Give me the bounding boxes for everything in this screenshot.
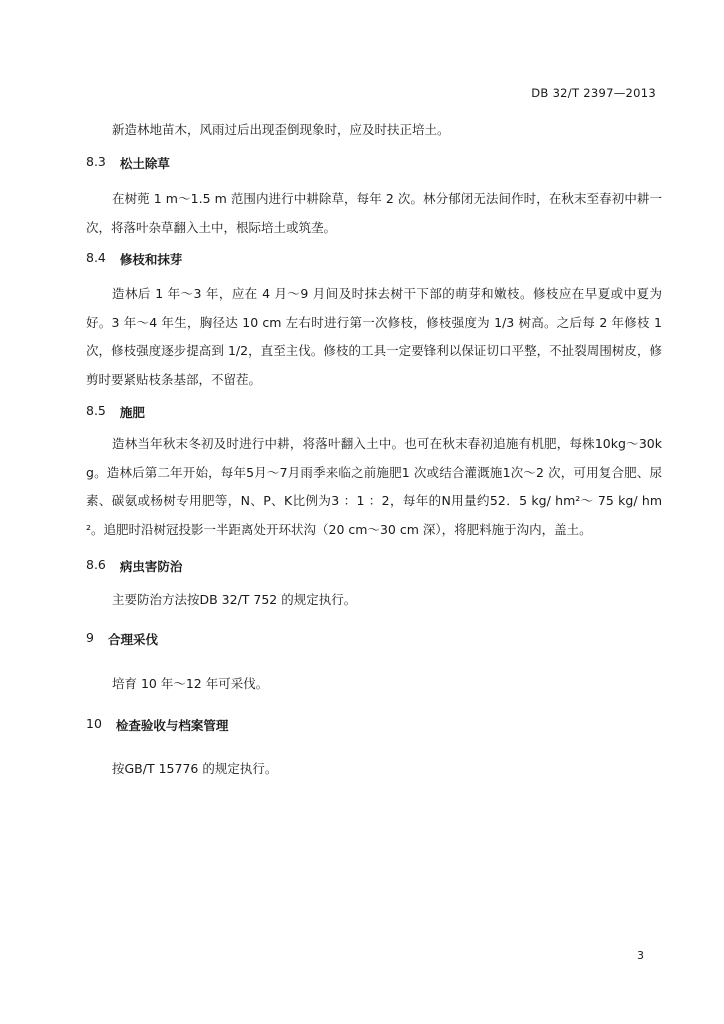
paragraph-pest-control: 主要防治方法按DB 32/T 752 的规定执行。 (112, 592, 357, 607)
section-heading-8-5 (86, 403, 145, 421)
section-title: 病虫害防治 (119, 559, 183, 574)
paragraph-fertilizing: 造林当年秋末冬初及时进行中耕，将落叶翻入土中。也可在秋末春初追施有机肥，每株10kg～30kg。造林后第二年开始，每年5月～7月雨季来临之前施肥1 次或结合灌溉施1次～2 次，可用复合肥、尿素、碳氨或杨树专用肥等，N、P、K比例为3 ：1 ：2，每年的N用量约52．5 kg/ hm²～ 75 kg/ hm²。追肥时沿树冠投影一半距离处开环状沟（20 cm～30 cm 深），将肥料施于沟内，盖土。 (86, 436, 662, 537)
paragraph-weeding: 在树蔸 1 m～1.5 m 范围内进行中耕除草，每年 2 次。林分郁闭无法间作时，在秋末至春初中耕一次，将落叶杂草翻入土中，根际培土或筑垄。 (86, 191, 662, 235)
section-heading-8-3 (86, 154, 170, 172)
section-title: 施肥 (119, 405, 145, 420)
section-number: 8.6 (86, 557, 106, 572)
section-number: 9 (86, 630, 94, 645)
section-title: 合理采伐 (107, 632, 158, 647)
section-number: 8.5 (86, 403, 106, 418)
section-number: 8.3 (86, 154, 106, 169)
paragraph-inspection: 按GB/T 15776 的规定执行。 (112, 761, 278, 776)
section-heading-8-4 (86, 250, 182, 268)
section-title: 修枝和抹芽 (119, 252, 183, 267)
section-heading-10 (86, 716, 228, 734)
paragraph-pruning: 造林后 1 年～3 年，应在 4 月～9 月间及时抹去树干下部的萌芽和嫩枝。修枝应在早夏或中夏为好。3 年～4 年生，胸径达 10 cm 左右时进行第一次修枝，修枝强度为 1/3 树高。之后每 2 年修枝 1 次，修枝强度逐步提高到 1/2，直至主伐。修枝的工具一定要锋利以保证切口平整，不扯裂周围树皮，修剪时要紧贴枝条基部，不留茬。 (86, 286, 662, 387)
document-code: DB 32/T 2397—2013 (531, 86, 656, 100)
section-title: 松土除草 (119, 156, 170, 171)
section-heading-8-6 (86, 557, 182, 575)
section-number: 8.4 (86, 250, 106, 265)
section-heading-9 (86, 630, 158, 648)
paragraph-seedling-fix: 新造林地苗木，风雨过后出现歪倒现象时，应及时扶正培土。 (112, 122, 450, 137)
paragraph-harvest: 培育 10 年～12 年可采伐。 (112, 676, 269, 691)
page-number: 3 (637, 949, 644, 962)
section-title: 检查验收与档案管理 (115, 718, 229, 733)
section-number: 10 (86, 716, 102, 731)
